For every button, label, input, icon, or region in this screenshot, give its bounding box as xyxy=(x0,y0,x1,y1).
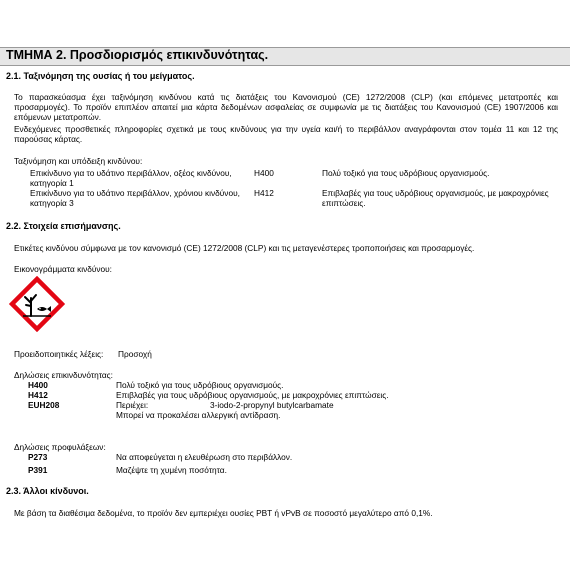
precautionary-statements-label: Δηλώσεις προφυλάξεων: xyxy=(14,442,106,452)
precaution-code: P273 xyxy=(28,452,48,462)
para2-line2: παρούσας κάρτας. xyxy=(14,134,83,144)
subsection-2-1-heading: 2.1. Ταξινόμηση της ουσίας ή του μείγματος. xyxy=(6,71,195,81)
hazard-code: H400 xyxy=(28,380,48,390)
euh208-line2: Μπορεί να προκαλέσει αλλεργική αντίδραση. xyxy=(116,410,281,420)
hazard-code: EUH208 xyxy=(28,400,60,410)
euh208-substance: 3-iodo-2-propynyl butylcarbamate xyxy=(210,400,334,410)
para1-line3: επόμενων μετατροπών. xyxy=(14,112,102,122)
precaution-text: Να αποφεύγεται η ελευθέρωση στο περιβάλλον. xyxy=(116,452,293,462)
class-row-2-description-l2: επιπτώσεις. xyxy=(322,198,366,208)
pictograms-label: Εικονογράμματα κινδύνου: xyxy=(14,264,112,274)
precaution-code: P391 xyxy=(28,465,48,475)
classification-label: Ταξινόμηση και υπόδειξη κινδύνου: xyxy=(14,156,143,166)
other-hazards-text: Με βάση τα διαθέσιμα δεδομένα, το προϊόν δεν εμπεριέχει ουσίες PBT ή vPvB σε ποσοστό μεγαλύτερο από 0,1%. xyxy=(14,508,433,518)
environment-hazard-icon xyxy=(9,276,65,332)
hazard-code: H412 xyxy=(28,390,48,400)
class-row-1-category-l1: Επικίνδυνο για το υδάτινο περιβάλλον, οξέος κινδύνου, xyxy=(30,168,232,178)
subsection-2-3-heading: 2.3. Άλλοι κίνδυνοι. xyxy=(6,486,89,496)
class-row-2-code: H412 xyxy=(254,188,274,198)
para1-line1: Το παρασκεύασμα έχει ταξινόμηση κινδύνου κατά τις διατάξεις του Κανονισμού (CE) 1272/2008 (CLP) (και επόμενες μετατροπές και xyxy=(14,92,558,102)
class-row-2-category-l1: Επικίνδυνο για το υδάτινο περιβάλλον, χρόνιου κινδύνου, xyxy=(30,188,240,198)
hazard-statements-label: Δηλώσεις επικινδυνότητας: xyxy=(14,370,113,380)
class-row-1-description: Πολύ τοξικό για τους υδρόβιους οργανισμούς. xyxy=(322,168,490,178)
signal-words-label: Προειδοποιητικές λέξεις: xyxy=(14,349,104,359)
class-row-1-category-l2: κατηγορία 1 xyxy=(30,178,74,188)
hazard-text: Επιβλαβές για τους υδρόβιους οργανισμούς, με μακροχρόνιες επιπτώσεις. xyxy=(116,390,389,400)
hazard-text: Πολύ τοξικό για τους υδρόβιους οργανισμούς. xyxy=(116,380,284,390)
labels-text: Ετικέτες κινδύνου σύμφωνα με τον κανονισμό (CE) 1272/2008 (CLP) και τις μεταγενέστερες τροποποιήσεις και προσαρμογές. xyxy=(14,243,475,253)
class-row-2-category-l2: κατηγορία 3 xyxy=(30,198,74,208)
class-row-1-code: H400 xyxy=(254,168,274,178)
class-row-2-description-l1: Επιβλαβές για τους υδρόβιους οργανισμούς, με μακροχρόνιες xyxy=(322,188,549,198)
precaution-text: Μαζέψτε τη χυμένη ποσότητα. xyxy=(116,465,227,475)
hazard-text: Περιέχει: xyxy=(116,400,149,410)
para1-line2: προσαρμογές). Το προϊόν επιπλέον απαιτεί μια κάρτα δεδομένων ασφαλείας σε συμφωνία με τις διατάξεις του Κανονισμού (CE) 1907/2006 και xyxy=(14,102,558,112)
subsection-2-2-heading: 2.2. Στοιχεία επισήμανσης. xyxy=(6,221,121,231)
para2-line1: Ενδεχόμενες προσθετικές πληροφορίες σχετικά με τους κινδύνους για την υγεία και/ή το περιβάλλον αναγράφονται στον τομέα 11 και 12 της xyxy=(14,124,558,134)
section-title: ΤΜΗΜΑ 2. Προσδιορισμός επικινδυνότητας. xyxy=(6,48,269,62)
signal-word: Προσοχή xyxy=(118,349,152,359)
